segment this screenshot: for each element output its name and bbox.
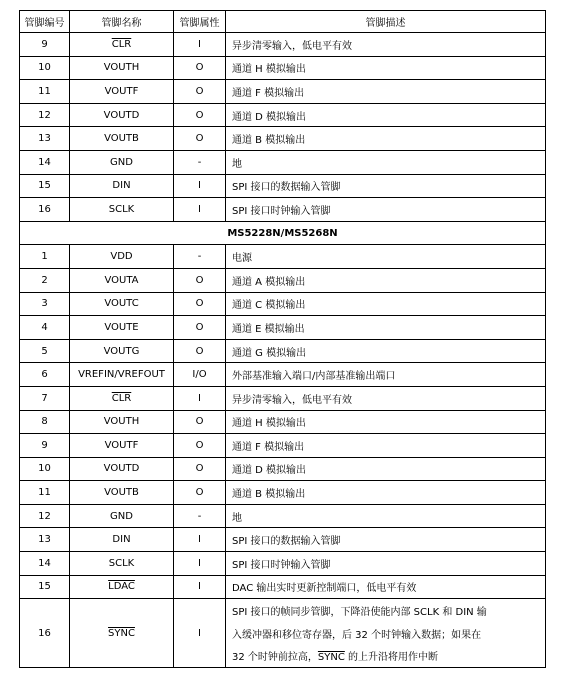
pin-description: SPI 接口时钟输入管脚: [226, 552, 546, 576]
pin-attribute: O: [174, 410, 226, 434]
pin-description: 异步清零输入，低电平有效: [226, 386, 546, 410]
pin-description: 通道 D 模拟输出: [226, 457, 546, 481]
pin-attribute: I: [174, 599, 226, 668]
pin-description: 通道 B 模拟输出: [226, 127, 546, 151]
pin-name: VREFIN/VREFOUT: [70, 363, 174, 387]
header-pin-number: 管脚编号: [20, 11, 70, 33]
table-row: [20, 127, 546, 151]
pin-name: VOUTD: [70, 457, 174, 481]
pin-number: 2: [20, 268, 70, 292]
pin-attribute: O: [174, 339, 226, 363]
pin-number: 11: [20, 481, 70, 505]
pin-name: VOUTH: [70, 56, 174, 80]
pin-name: [70, 599, 174, 668]
pin-description: 通道 A 模拟输出: [226, 268, 546, 292]
pin-number: 10: [20, 457, 70, 481]
pin-attribute: O: [174, 292, 226, 316]
table-row: [20, 575, 546, 599]
pin-description: SPI 接口时钟输入管脚: [226, 198, 546, 222]
table-row: [20, 245, 546, 269]
table-row: [20, 363, 546, 387]
last-row-group: [20, 599, 546, 668]
pin-number: 11: [20, 80, 70, 104]
table-row: [20, 504, 546, 528]
pin-attribute: I/O: [174, 363, 226, 387]
pin-number: 9: [20, 33, 70, 57]
pin-description: 通道 H 模拟输出: [226, 56, 546, 80]
pin-description: 通道 G 模拟输出: [226, 339, 546, 363]
pin-description: 地: [226, 504, 546, 528]
pin-number: 15: [20, 174, 70, 198]
desc-sync-overlined: SYNC: [317, 652, 345, 664]
table-row: [20, 174, 546, 198]
pin-description: 通道 E 模拟输出: [226, 316, 546, 340]
pin-number: 16: [20, 599, 70, 668]
section-title: MS5228N/MS5268N: [20, 221, 546, 245]
table-row: [20, 150, 546, 174]
pin-description: 通道 B 模拟输出: [226, 481, 546, 505]
pin-number: 7: [20, 386, 70, 410]
pin-attribute: O: [174, 481, 226, 505]
pin-attribute: O: [174, 268, 226, 292]
header-pin-attribute: 管脚属性: [174, 11, 226, 33]
section-title-row: [20, 221, 546, 245]
table-row: [20, 268, 546, 292]
table-row: [20, 552, 546, 576]
pin-name: VOUTH: [70, 410, 174, 434]
table-row: [20, 292, 546, 316]
pin-number: 13: [20, 528, 70, 552]
pin-name: VOUTF: [70, 434, 174, 458]
pin-number: 13: [20, 127, 70, 151]
pin-number: 4: [20, 316, 70, 340]
pin-attribute: O: [174, 127, 226, 151]
pin-description-line: [226, 644, 546, 667]
pin-name: [70, 575, 174, 599]
pin-number: 12: [20, 103, 70, 127]
pin-name: [70, 386, 174, 410]
pin-name: VOUTB: [70, 481, 174, 505]
table-row: [20, 457, 546, 481]
pin-attribute: I: [174, 575, 226, 599]
table-row: [20, 410, 546, 434]
pin-description: DAC 输出实时更新控制端口，低电平有效: [226, 575, 546, 599]
pin-number: 9: [20, 434, 70, 458]
pin-description: 通道 D 模拟输出: [226, 103, 546, 127]
pin-attribute: -: [174, 150, 226, 174]
pin-name: VOUTF: [70, 80, 174, 104]
pin-name: DIN: [70, 174, 174, 198]
pin-name-overlined: $\overline{CLR}$: [111, 38, 132, 50]
table-row: [20, 386, 546, 410]
pin-name: SCLK: [70, 552, 174, 576]
pin-name: GND: [70, 504, 174, 528]
pin-description: 外部基准输入端口/内部基准输出端口: [226, 363, 546, 387]
table-row: [20, 56, 546, 80]
pin-number: 15: [20, 575, 70, 599]
desc-text: 的上升沿将用作中断: [344, 652, 439, 664]
header-pin-description: 管脚描述: [226, 11, 546, 33]
pin-attribute: O: [174, 103, 226, 127]
pin-attribute: I: [174, 198, 226, 222]
pin-attribute: O: [174, 434, 226, 458]
table-header-row: [20, 11, 546, 33]
pin-attribute: I: [174, 528, 226, 552]
table-row: [20, 599, 546, 622]
pin-description: 电源: [226, 245, 546, 269]
header-pin-name: 管脚名称: [70, 11, 174, 33]
table-body-part1: [20, 33, 546, 222]
pin-name: VOUTC: [70, 292, 174, 316]
pin-description: SPI 接口的数据输入管脚: [226, 174, 546, 198]
pin-description: 通道 C 模拟输出: [226, 292, 546, 316]
pin-description: 异步清零输入，低电平有效: [226, 33, 546, 57]
pin-name: VOUTA: [70, 268, 174, 292]
pin-description: 通道 F 模拟输出: [226, 434, 546, 458]
pin-number: 10: [20, 56, 70, 80]
table-body-part2: [20, 245, 546, 599]
pin-description-line: SPI 接口的帧同步管脚，下降沿使能内部 SCLK 和 DIN 输: [226, 599, 546, 622]
table-row: [20, 33, 546, 57]
table-row: [20, 103, 546, 127]
pin-name: VOUTE: [70, 316, 174, 340]
table-row: [20, 80, 546, 104]
pin-attribute: I: [174, 174, 226, 198]
pin-number: 8: [20, 410, 70, 434]
pin-name: VOUTB: [70, 127, 174, 151]
pin-number: 5: [20, 339, 70, 363]
pin-name: VOUTD: [70, 103, 174, 127]
table-row: [20, 528, 546, 552]
pin-name: GND: [70, 150, 174, 174]
pin-attribute: O: [174, 457, 226, 481]
section-row-group: [20, 221, 546, 245]
pin-name-overlined: SYNC: [108, 627, 135, 639]
table-row: [20, 316, 546, 340]
table-row: [20, 481, 546, 505]
pin-attribute: I: [174, 552, 226, 576]
table-row: [20, 434, 546, 458]
pin-name: DIN: [70, 528, 174, 552]
desc-text: 32 个时钟前拉高，: [232, 652, 318, 664]
pin-attribute: I: [174, 386, 226, 410]
pin-number: 3: [20, 292, 70, 316]
pin-number: 14: [20, 552, 70, 576]
pin-number: 14: [20, 150, 70, 174]
pin-description: SPI 接口的数据输入管脚: [226, 528, 546, 552]
pin-number: 6: [20, 363, 70, 387]
pin-name: VOUTG: [70, 339, 174, 363]
pin-description: 地: [226, 150, 546, 174]
pin-name-overlined: LDAC: [108, 581, 135, 593]
pin-number: 1: [20, 245, 70, 269]
pin-description: 通道 F 模拟输出: [226, 80, 546, 104]
pin-name: SCLK: [70, 198, 174, 222]
table-row: [20, 339, 546, 363]
pin-description-table: [19, 10, 546, 668]
table-row: [20, 198, 546, 222]
pin-attribute: -: [174, 504, 226, 528]
pin-attribute: O: [174, 80, 226, 104]
pin-number: 16: [20, 198, 70, 222]
pin-attribute: -: [174, 245, 226, 269]
pin-attribute: O: [174, 56, 226, 80]
pin-attribute: O: [174, 316, 226, 340]
pin-description: 通道 H 模拟输出: [226, 410, 546, 434]
pin-name: VDD: [70, 245, 174, 269]
pin-number: 12: [20, 504, 70, 528]
pin-attribute: I: [174, 33, 226, 57]
pin-description-line: 入缓冲器和移位寄存器，后 32 个时钟输入数据；如果在: [226, 622, 546, 645]
pin-name: [70, 33, 174, 57]
pin-name-overlined: $\overline{CLR}$: [111, 392, 132, 404]
